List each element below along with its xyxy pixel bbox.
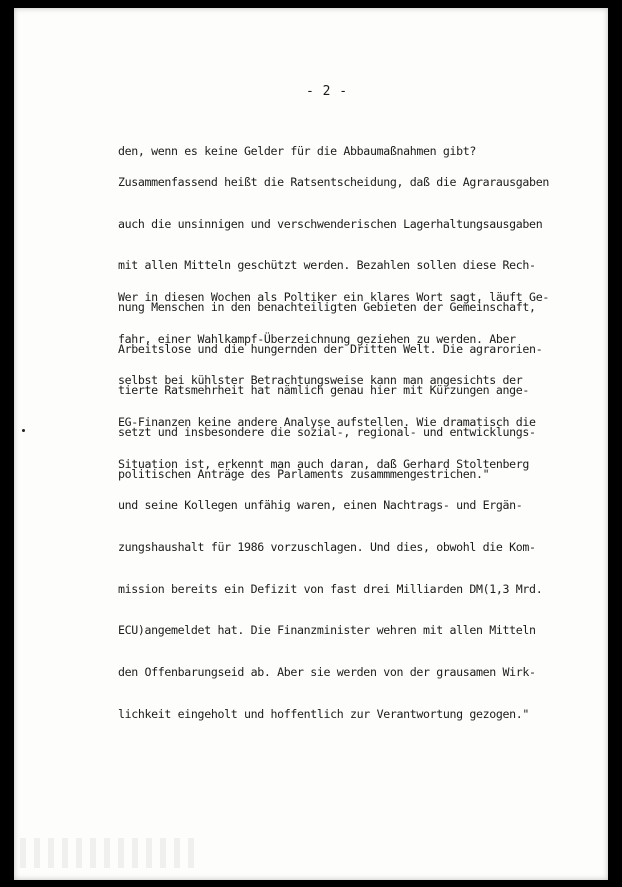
- text-line: auch die unsinnigen und verschwenderischen Lagerhaltungsausgaben: [118, 216, 543, 231]
- text-line: Wer in diesen Wochen als Poltiker ein klares Wort sagt, läuft Ge-: [118, 289, 549, 304]
- text-line: fahr, einer Wahlkampf-Überzeichnung geziehen zu werden. Aber: [118, 331, 516, 346]
- text-line: mit allen Mitteln geschützt werden. Bezahlen sollen diese Rech-: [118, 258, 536, 273]
- text-line: lichkeit eingeholt und hoffentlich zur Verantwortung gezogen.": [118, 706, 530, 721]
- text-line: und seine Kollegen unfähig waren, einen Nachtrags- und Ergän-: [118, 498, 523, 513]
- text-line: den, wenn es keine Gelder für die Abbaumaßnahmen gibt?: [118, 143, 477, 158]
- text-line: politischen Anträge des Parlaments zusammmengestrichen.": [118, 466, 490, 481]
- text-line: Zusammenfassend heißt die Ratsentscheidung, daß die Agrarausgaben: [118, 174, 549, 189]
- text-line: setzt und insbesondere die sozial-, regional- und entwicklungs-: [118, 425, 536, 440]
- text-line: mission bereits ein Defizit von fast drei Milliarden DM(1,3 Mrd.: [118, 581, 543, 596]
- text-line: nung Menschen in den benachteiligten Gebieten der Gemeinschaft,: [118, 299, 536, 314]
- text-line: Situation ist, erkennt man auch daran, daß Gerhard Stoltenberg: [118, 456, 530, 471]
- scan-speck: [22, 429, 25, 432]
- text-line: zungshaushalt für 1986 vorzuschlagen. Und dies, obwohl die Kom-: [118, 540, 536, 555]
- text-line: Arbeitslose und die hungernden der Dritten Welt. Die agrarorien-: [118, 341, 543, 356]
- scan-noise: [20, 838, 200, 868]
- text-line: selbst bei kühlster Betrachtungsweise kann man angesichts der: [118, 373, 523, 388]
- paragraph-politics: [118, 263, 549, 750]
- text-line: tierte Ratsmehrheit hat nämlich genau hier mit Kürzungen ange-: [118, 383, 530, 398]
- text-line: ECU)angemeldet hat. Die Finanzminister wehren mit allen Mitteln: [118, 623, 536, 638]
- page-number: - 2 -: [306, 84, 348, 99]
- text-line: EG-Finanzen keine andere Analyse aufstellen. Wie dramatisch die: [118, 414, 536, 429]
- text-line: den Offenbarungseid ab. Aber sie werden von der grausamen Wirk-: [118, 665, 536, 680]
